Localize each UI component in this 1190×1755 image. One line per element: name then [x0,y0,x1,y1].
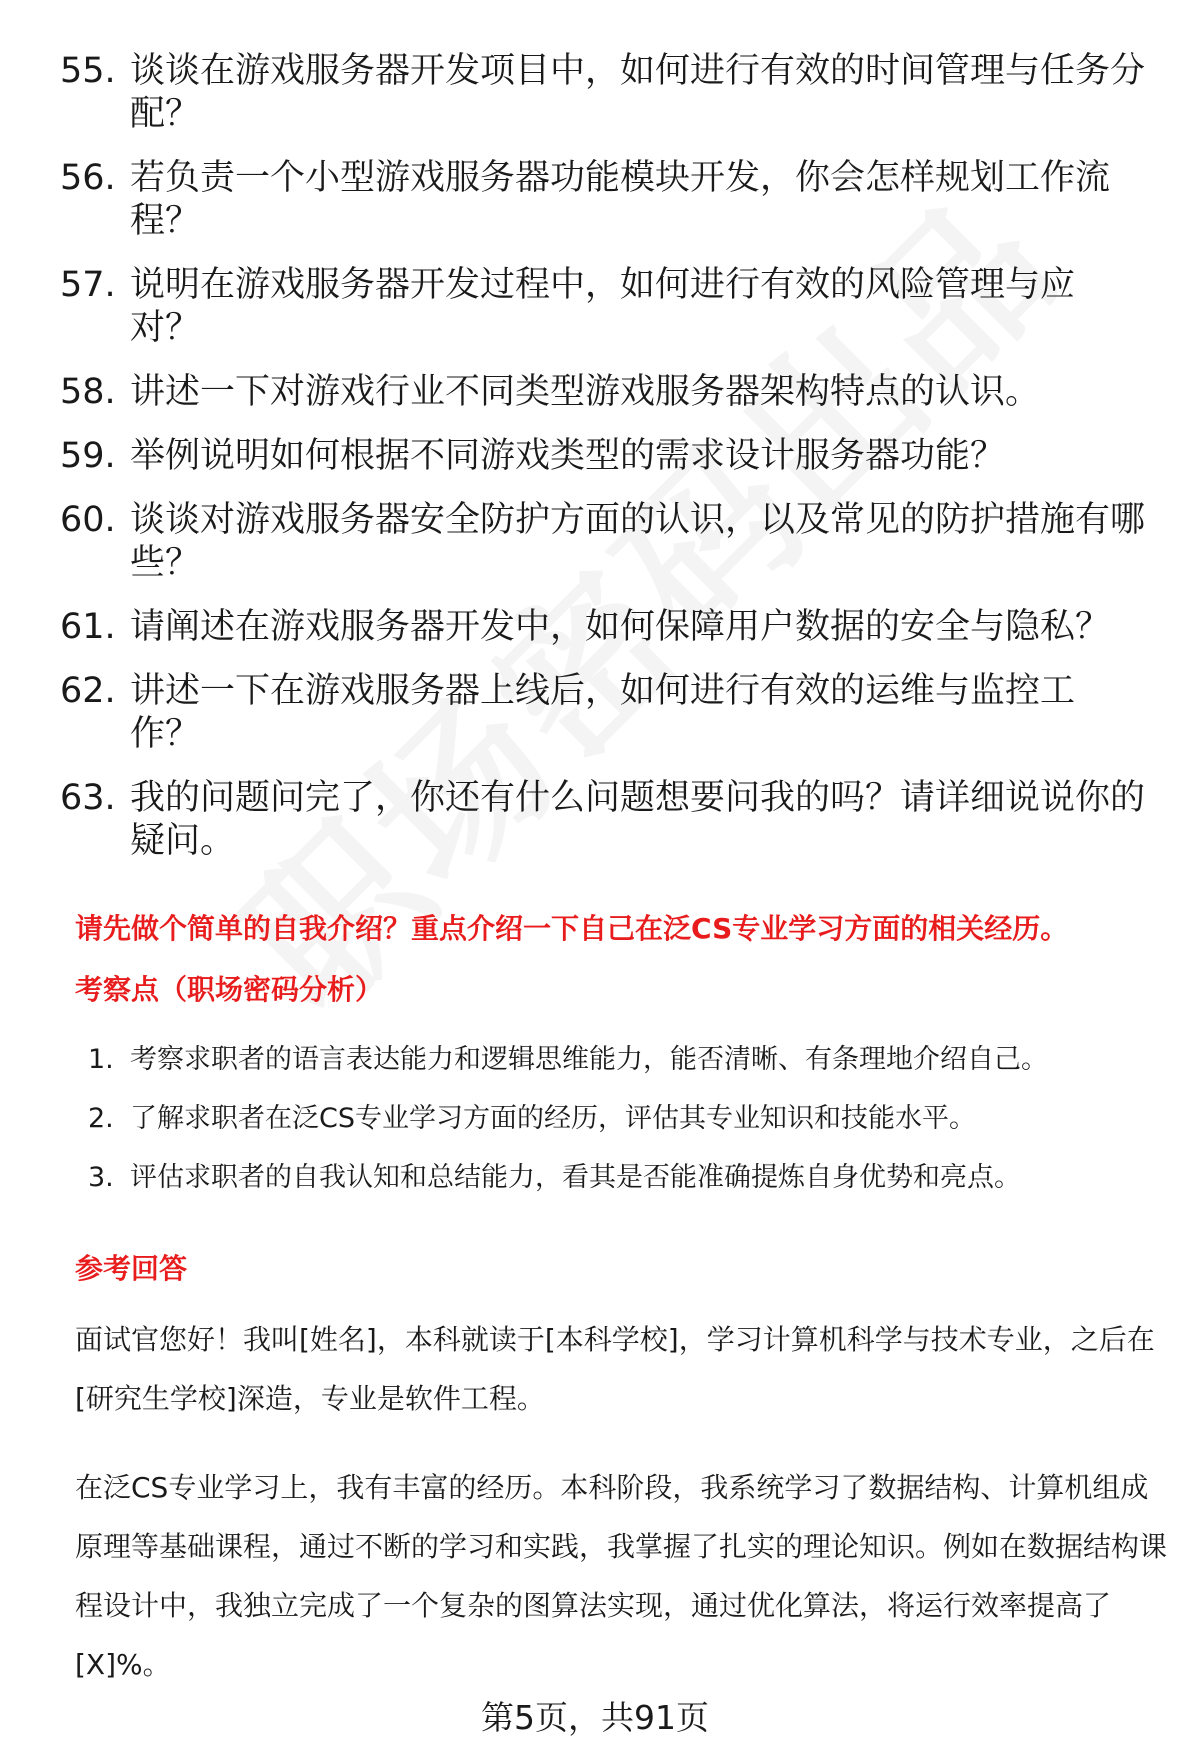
question-text: 我的问题问完了，你还有什么问题想要问我的吗？请详细说说你的疑问。 [130,778,1146,861]
question-text: 讲述一下在游戏服务器上线后，如何进行有效的运维与监控工作？ [130,671,1076,754]
question-item [0,264,1190,350]
question-item [0,670,1190,756]
question-text: 讲述一下对游戏行业不同类型游戏服务器架构特点的认识。 [130,372,1041,412]
question-number: 57. [60,265,116,305]
analysis-item [0,1099,1190,1139]
analysis-item [0,1040,1190,1080]
analysis-heading: 考察点（职场密码分析） [75,973,384,1006]
question-number: 55. [60,51,116,91]
question-item [0,606,1190,649]
question-item [0,777,1190,863]
question-number: 60. [60,500,116,540]
question-text: 若负责一个小型游戏服务器功能模块开发，你会怎样规划工作流程？ [130,158,1111,241]
question-list [0,50,1190,884]
question-number: 62. [60,671,116,711]
analysis-text: 考察求职者的语言表达能力和逻辑思维能力，能否清晰、有条理地介绍自己。 [130,1044,1048,1075]
question-text: 举例说明如何根据不同游戏类型的需求设计服务器功能？ [130,436,1006,476]
question-item [0,371,1190,414]
analysis-number: 1. [88,1044,114,1075]
question-text: 谈谈在游戏服务器开发项目中，如何进行有效的时间管理与任务分配？ [130,51,1146,134]
question-number: 61. [60,607,116,647]
question-item [0,50,1190,136]
analysis-text: 评估求职者的自我认知和总结能力，看其是否能准确提炼自身优势和亮点。 [130,1162,1021,1193]
question-number: 56. [60,158,116,198]
page-footer: 第5页，共91页 [481,1698,709,1737]
question-item [0,435,1190,478]
answer-paragraph: 面试官您好！我叫[姓名]，本科就读于[本科学校]，学习计算机科学与技术专业，之后在[研究生学校]深造，专业是软件工程。 [75,1323,1155,1415]
question-text: 谈谈对游戏服务器安全防护方面的认识，以及常见的防护措施有哪些？ [130,500,1146,583]
interview-question-heading: 请先做个简单的自我介绍？重点介绍一下自己在泛CS专业学习方面的相关经历。 [75,912,1069,945]
analysis-number: 2. [88,1103,114,1134]
analysis-number: 3. [88,1162,114,1193]
question-text: 说明在游戏服务器开发过程中，如何进行有效的风险管理与应对？ [130,265,1076,348]
question-number: 63. [60,778,116,818]
question-item [0,499,1190,585]
reference-answer-heading: 参考回答 [75,1252,188,1285]
analysis-text: 了解求职者在泛CS专业学习方面的经历，评估其专业知识和技能水平。 [130,1103,976,1134]
answer-paragraph: 在泛CS专业学习上，我有丰富的经历。本科阶段，我系统学习了数据结构、计算机组成原理等基础课程，通过不断的学习和实践，我掌握了扎实的理论知识。例如在数据结构课程设计中，我独立完成了一个复杂的图算法实现，通过优化算法，将运行效率提高了[X]%。 [75,1471,1168,1681]
analysis-list [0,1040,1190,1217]
question-number: 59. [60,436,116,476]
question-item [0,157,1190,243]
question-text: 请阐述在游戏服务器开发中，如何保障用户数据的安全与隐私？ [130,607,1111,647]
analysis-item [0,1158,1190,1198]
question-number: 58. [60,372,116,412]
